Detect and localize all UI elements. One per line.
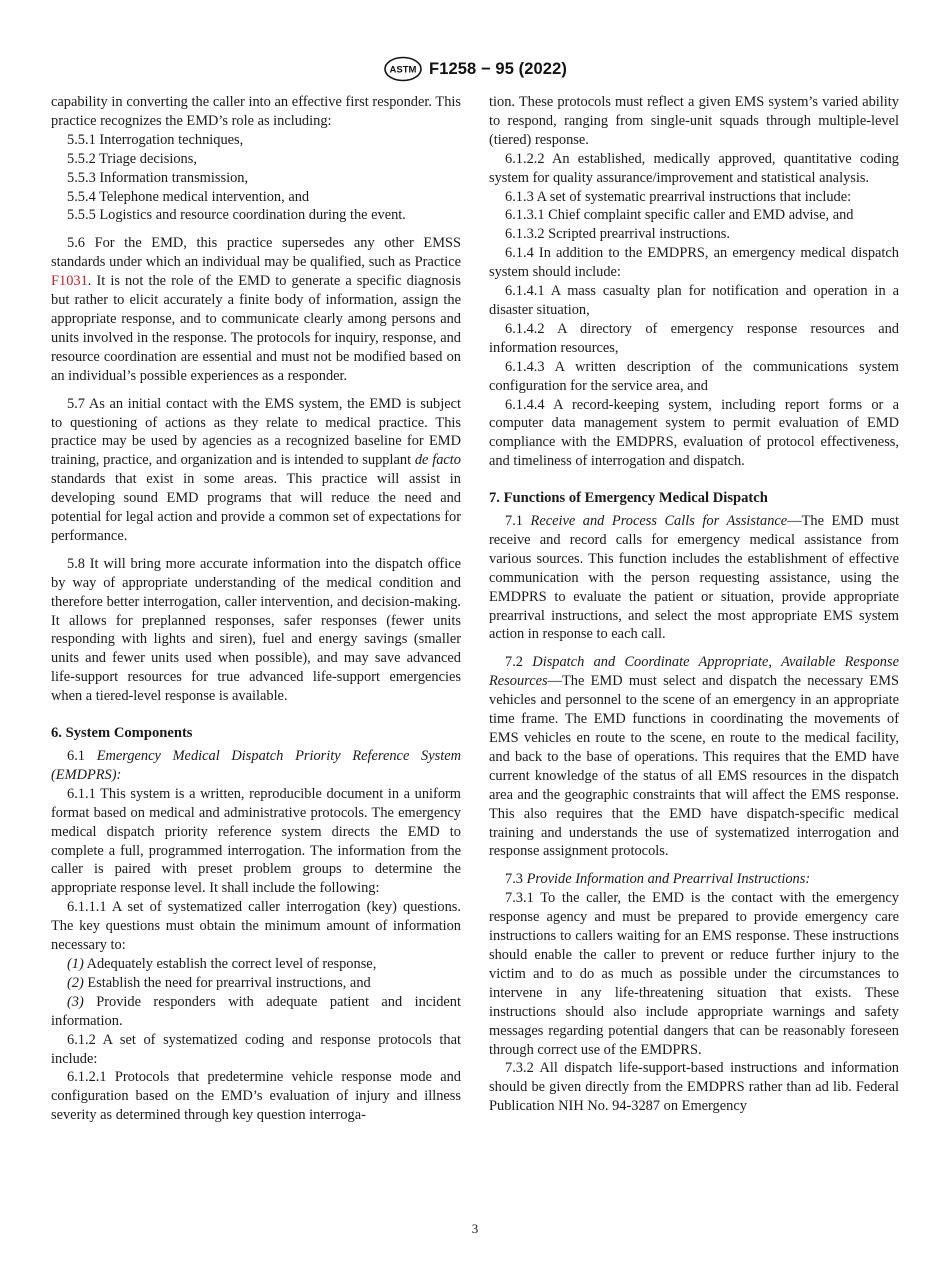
paragraph-6-1-4-3: 6.1.4.3 A written description of the communications system configuration for the service area, and: [489, 358, 899, 394]
paragraph-6-1-2: 6.1.2 A set of systematized coding and response protocols that include:: [51, 1031, 461, 1067]
list-item: 5.5.3 Information transmission,: [67, 169, 249, 186]
page-header: [0, 56, 950, 82]
paragraph-6-1-4-4: 6.1.4.4 A record-keeping system, including report forms or a computer data management system to permit evaluation of EMD compliance with the EMDPRS, evaluation of protocol effectiveness, and timeliness of interrogation and dispatch.: [489, 396, 899, 470]
list-item: (2) Establish the need for prearrival instructions, and: [67, 974, 371, 991]
paragraph-6-1-1-1: 6.1.1.1 A set of systematized caller interrogation (key) questions. The key questions must obtain the minimum amount of information necessary to:: [51, 899, 461, 954]
standard-designation: F1258 − 95 (2022): [429, 59, 567, 78]
paragraph-6-1-2-2: 6.1.2.2 An established, medically approved, quantitative coding system for quality assurance/improvement and statistical analysis.: [489, 150, 899, 186]
list-item: 5.5.1 Interrogation techniques,: [67, 131, 244, 148]
paragraph-6-1-4-1: 6.1.4.1 A mass casualty plan for notification and operation in a disaster situation,: [489, 283, 899, 318]
paragraph-7-1: 7.1 Receive and Process Calls for Assistance—The EMD must receive and record calls for emergency medical assistance from various sources. This function includes the establishment of effective communication with the person requesting assistance, using the EMDPRS to evaluate the patient or situation, provide appropriate prearrival instructions, and select the most appropriate EMS system action in response to each call.: [489, 513, 899, 643]
list-item: (1) Adequately establish the correct level of response,: [67, 955, 377, 972]
paragraph-6-1-4-2: 6.1.4.2 A directory of emergency response resources and information resources,: [489, 320, 899, 356]
astm-logo-icon: [383, 56, 423, 82]
list-item: 5.5.5 Logistics and resource coordination during the event.: [67, 207, 406, 224]
paragraph: capability in converting the caller into an effective first responder. This practice recognizes the EMD’s role as including:: [51, 94, 461, 129]
paragraph-6-1-2-1: 6.1.2.1 Protocols that predetermine vehicle response mode and configuration based on the EMD’s evaluation of injury and illness severity as determined through key question interroga-: [51, 1069, 461, 1124]
right-column: [489, 93, 899, 1116]
paragraph: tion. These protocols must reflect a given EMS system’s varied ability to respond, ranging from single-unit squads through multiple-level (tiered) response.: [489, 94, 899, 148]
f1031-link[interactable]: F1031: [51, 273, 88, 290]
paragraph-6-1-3: 6.1.3 A set of systematic prearrival instructions that include:: [505, 188, 852, 205]
section-heading-6: 6. System Components: [51, 725, 193, 742]
paragraph-6-1: 6.1 Emergency Medical Dispatch Priority Reference System (EMDPRS):: [51, 748, 461, 783]
list-item: 5.5.2 Triage decisions,: [67, 150, 197, 167]
paragraph-6-1-3-1: 6.1.3.1 Chief complaint specific caller and EMD advise, and: [505, 207, 854, 224]
svg-text:ASTM: ASTM: [389, 64, 417, 76]
list-item: 5.5.4 Telephone medical intervention, and: [67, 188, 310, 205]
paragraph-7-3-2: 7.3.2 All dispatch life-support-based instructions and information should be given directly from the EMDPRS rather than ad lib. Federal Publication NIH No. 94-3287 on Emergency: [489, 1060, 899, 1115]
paragraph-6-1-3-2: 6.1.3.2 Scripted prearrival instructions.: [505, 226, 731, 243]
left-column: [51, 93, 461, 1125]
paragraph-5-7: 5.7 As an initial contact with the EMS system, the EMD is subject to questioning of actions as they relate to medical practice. This practice may be used by agencies as a recognized baseline for EMD training, practice, and organization and is intended to supplant de facto standards that exist in some areas. This practice will assist in developing sound EMD programs that will reduce the need and potential for legal action and provide a common set of expectations for performance.: [51, 395, 461, 544]
paragraph-6-1-4: 6.1.4 In addition to the EMDPRS, an emergency medical dispatch system should include:: [489, 245, 899, 281]
page-number: 3: [471, 1221, 479, 1236]
paragraph-6-1-1: 6.1.1 This system is a written, reproducible document in a uniform format based on medical and administrative protocols. The emergency medical dispatch priority reference system directs the EMD to complete a full, programmed interrogation. The information from the caller is paired with preset problem groups to determine the appropriate response level. It shall include the following:: [51, 785, 461, 897]
paragraph-5-8: 5.8 It will bring more accurate information into the dispatch office by way of appropriate understanding of the medical condition and therefore better interrogation, caller intervention, and decision-making. It allows for preplanned responses, safer responses (fewer units responding with lights and siren), fuel and energy savings (smaller units and fewer units used when possible), and may save advanced life-support resources for true advanced life-support emergencies when a tiered-level response is available.: [51, 555, 461, 705]
paragraph-7-2: 7.2 Dispatch and Coordinate Appropriate, Available Response Resources—The EMD must select and dispatch the necessary EMS vehicles and personnel to the scene of an emergency in an appropriate time frame. The EMD functions in coordinating the movements of EMS vehicles en route to the scene, en route to the medical facility, and back to the base of operations. This requires that the EMD have current knowledge of the status of all EMS resources in the dispatch area and the geographic constraints that will affect the EMS response. This also requires that the EMD have dispatch-specific medical training and understands the use of systematized interrogation and response assignment protocols.: [489, 654, 899, 860]
list-item: (3) Provide responders with adequate patient and incident information.: [51, 993, 461, 1029]
paragraph-7-3-1: 7.3.1 To the caller, the EMD is the contact with the emergency response agency and must be prepared to provide emergency care instructions to callers waiting for an EMS response. These instructions should enable the caller to prevent or reduce further injury to the victim and to do as much as possible under the circumstances to intervene in any life-threatening situation that exists. These instructions should also include appropriate warnings and safety messages regarding potential dangers that can be reasonably foreseen through correct use of the EMDPRS.: [489, 890, 899, 1058]
section-heading-7: 7. Functions of Emergency Medical Dispatch: [489, 490, 768, 507]
paragraph-7-3: 7.3 Provide Information and Prearrival Instructions:: [505, 871, 811, 888]
paragraph-5-6: 5.6 For the EMD, this practice supersedes any other EMSS standards under which an individual may be qualified, such as Practice F1031. It is not the role of the EMD to generate a specific diagnosis but rather to elicit accurately a finite body of information, assign the appropriate response, and to communicate clearly among persons and units involved in the response. The protocols for inquiry, response, and resource coordination are essential and must not be modified based on an individual’s possible experiences as a responder.: [51, 235, 461, 384]
